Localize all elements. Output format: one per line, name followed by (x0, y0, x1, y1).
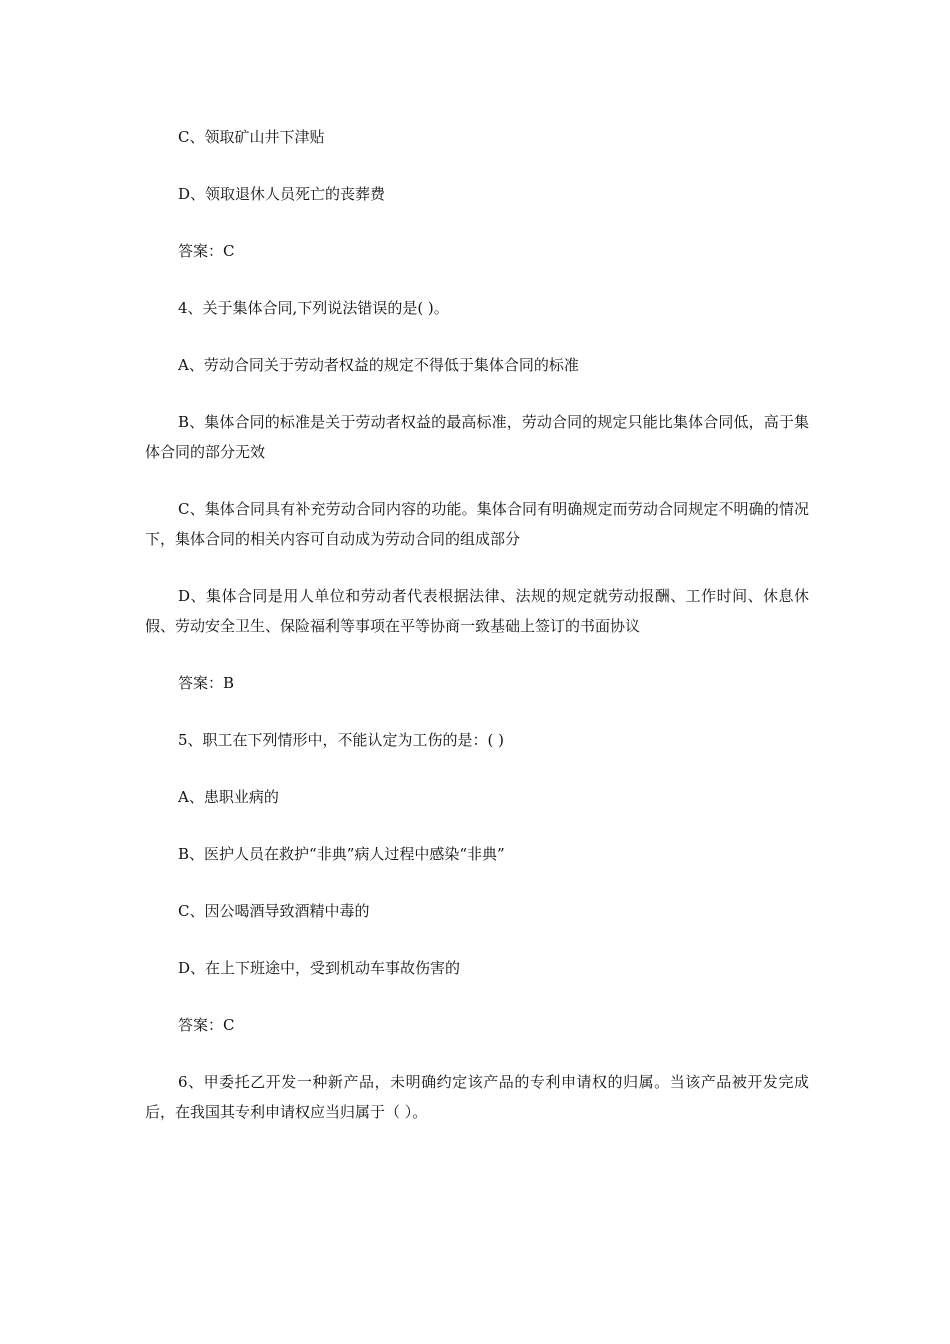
question-4: 4、关于集体合同,下列说法错误的是( )。 (178, 299, 449, 317)
option-d-q3: D、领取退休人员死亡的丧葬费 (178, 185, 386, 203)
option-d-q4: D、集体合同是用人单位和劳动者代表根据法律、法规的规定就劳动报酬、工作时间、休息休假、劳动安全卫生、保险福利等事项在平等协商一致基础上签订的书面协议 (145, 587, 809, 635)
option-d-q5: D、在上下班途中，受到机动车事故伤害的 (178, 959, 461, 977)
answer-q5: 答案：C (178, 1016, 235, 1034)
answer-q4: 答案：B (178, 674, 235, 692)
option-c-q4: C、集体合同具有补充劳动合同内容的功能。集体合同有明确规定而劳动合同规定不明确的情况下，集体合同的相关内容可自动成为劳动合同的组成部分 (145, 500, 809, 548)
option-a-q4: A、劳动合同关于劳动者权益的规定不得低于集体合同的标准 (178, 356, 579, 374)
question-5: 5、职工在下列情形中，不能认定为工伤的是：( ) (178, 731, 505, 749)
option-b-q4: B、集体合同的标准是关于劳动者权益的最高标准，劳动合同的规定只能比集体合同低，高于集体合同的部分无效 (145, 413, 809, 461)
option-c-q5: C、因公喝酒导致酒精中毒的 (178, 902, 370, 920)
document-body (145, 122, 809, 1154)
option-a-q5: A、患职业病的 (178, 788, 279, 806)
answer-q3: 答案：C (178, 242, 235, 260)
question-6: 6、甲委托乙开发一种新产品，未明确约定该产品的专利申请权的归属。当该产品被开发完成后，在我国其专利申请权应当归属于（ ）。 (145, 1073, 809, 1121)
option-b-q5: B、医护人员在救护“非典”病人过程中感染“非典” (178, 845, 505, 863)
option-c-q3: C、领取矿山井下津贴 (178, 128, 325, 146)
